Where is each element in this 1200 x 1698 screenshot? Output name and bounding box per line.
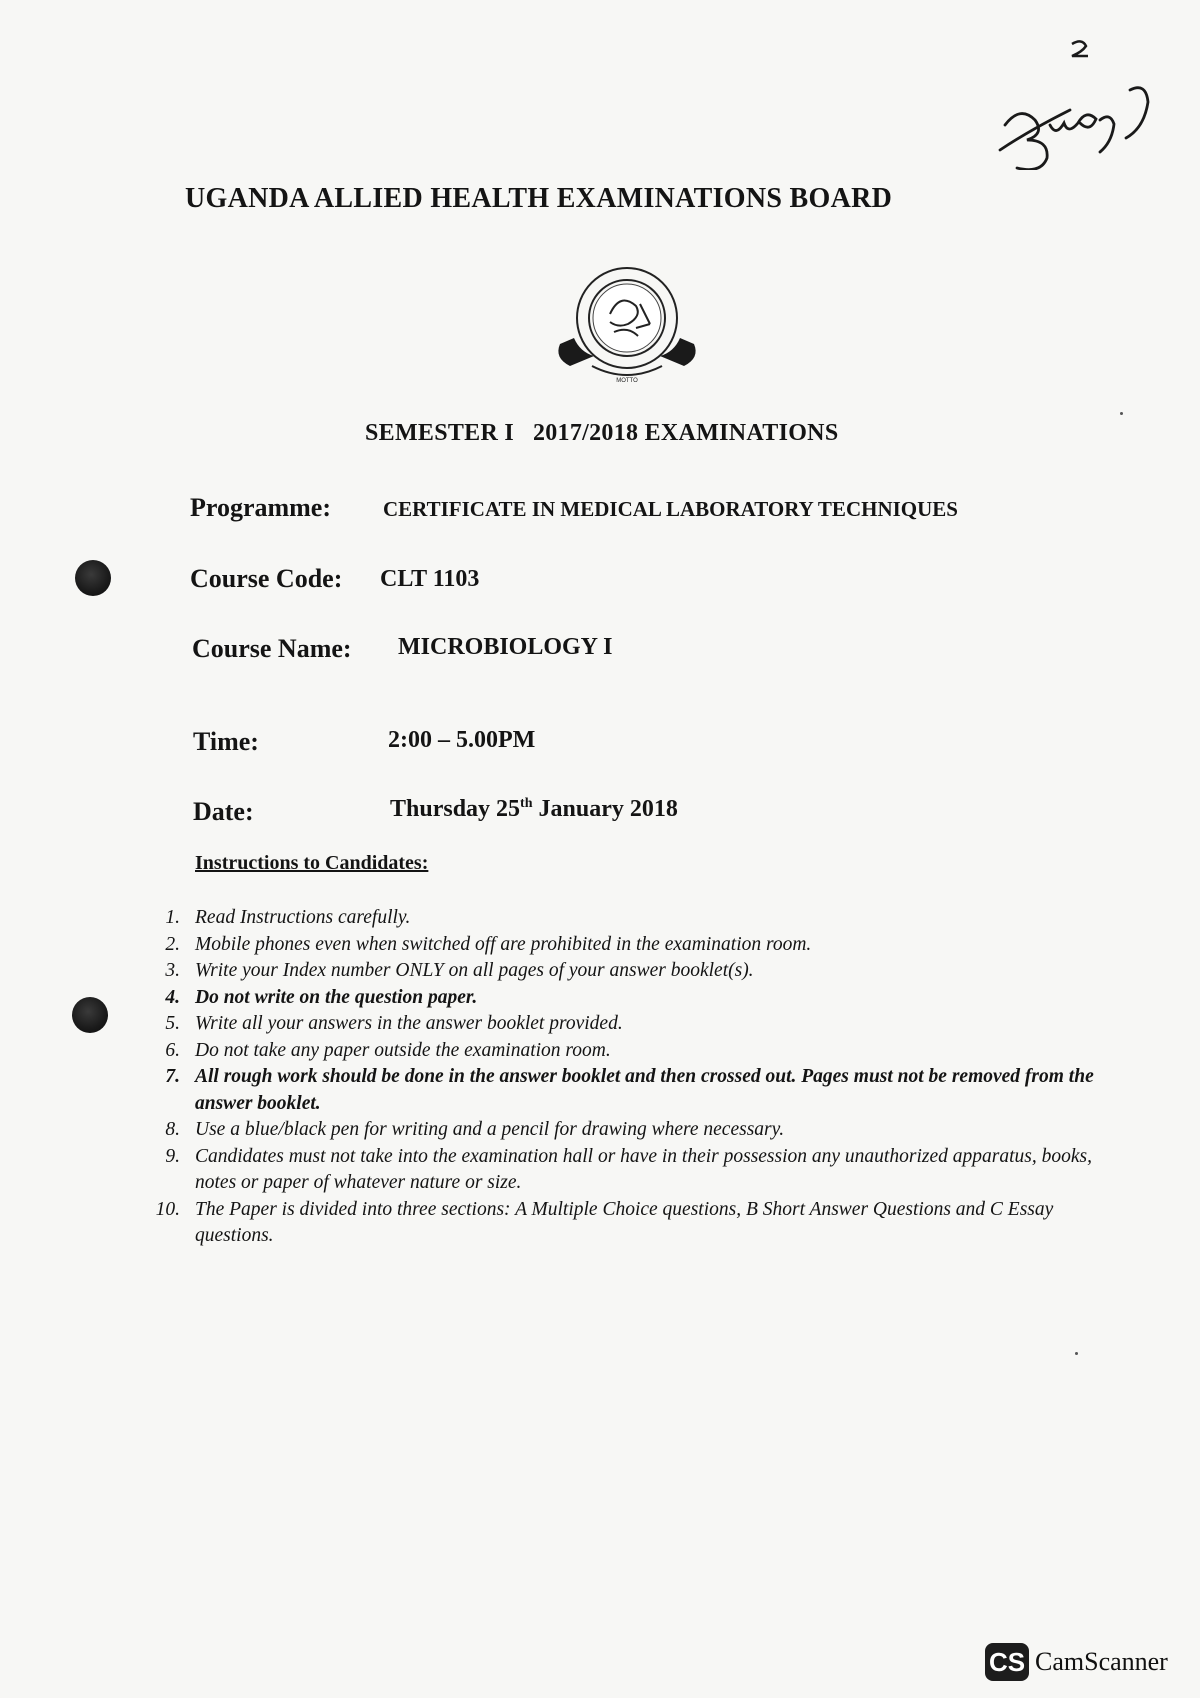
date-value	[390, 796, 678, 823]
punch-hole-bottom	[72, 997, 108, 1033]
semester-heading: SEMESTER I 2017/2018 EXAMINATIONS	[365, 420, 839, 446]
punch-hole-top	[75, 560, 111, 596]
course-name-value: MICROBIOLOGY I	[398, 634, 613, 660]
instructions-title: Instructions to Candidates:	[195, 852, 429, 874]
handwritten-signature	[990, 30, 1170, 175]
camscanner-label: CamScanner	[1035, 1647, 1168, 1676]
board-seal-logo	[552, 262, 702, 397]
camscanner-watermark	[985, 1643, 1168, 1681]
date-suffix: January 2018	[532, 796, 678, 822]
scan-speck	[1075, 1352, 1078, 1355]
instruction-item: 9. Candidates must not take into the examination hall or have in their possession any unauthorized apparatus, books, notes or paper of whatever nature or size.	[165, 1145, 1092, 1193]
instruction-item: 2. Mobile phones even when switched off are prohibited in the examination room.	[165, 933, 812, 955]
instruction-item: 8. Use a blue/black pen for writing and a pencil for drawing where necessary.	[165, 1119, 785, 1140]
time-value: 2:00 – 5.00PM	[388, 727, 536, 753]
instruction-item: 10. The Paper is divided into three sections: A Multiple Choice questions, B Short Answer Questions and C Essay questions.	[155, 1198, 1054, 1246]
course-code-label: Course Code:	[190, 564, 343, 593]
instruction-item: 3. Write your Index number ONLY on all pages of your answer booklet(s).	[165, 960, 754, 981]
scan-speck	[1120, 412, 1123, 415]
course-code-value: CLT 1103	[380, 566, 480, 592]
date-ordinal: th	[520, 796, 533, 811]
instruction-item: 1. Read Instructions carefully.	[165, 907, 411, 928]
instruction-item: 7. All rough work should be done in the answer booklet and then crossed out. Pages must not be removed from the answer booklet.	[165, 1066, 1094, 1114]
instructions-list	[150, 905, 1100, 1250]
svg-text:MOTTO: MOTTO	[616, 378, 638, 384]
instruction-item: 6. Do not take any paper outside the examination room.	[165, 1039, 611, 1061]
board-name: UGANDA ALLIED HEALTH EXAMINATIONS BOARD	[185, 183, 893, 214]
camscanner-logo: CS	[985, 1643, 1029, 1681]
date-prefix: Thursday 25	[390, 796, 521, 822]
date-label: Date:	[193, 797, 254, 826]
course-name-label: Course Name:	[192, 634, 352, 663]
instruction-item: 5. Write all your answers in the answer booklet provided.	[165, 1013, 623, 1034]
programme-value: CERTIFICATE IN MEDICAL LABORATORY TECHNIQUES	[383, 497, 958, 521]
programme-label: Programme:	[190, 493, 332, 522]
time-label: Time:	[193, 727, 259, 756]
instruction-item: 4. Do not write on the question paper.	[165, 986, 478, 1008]
